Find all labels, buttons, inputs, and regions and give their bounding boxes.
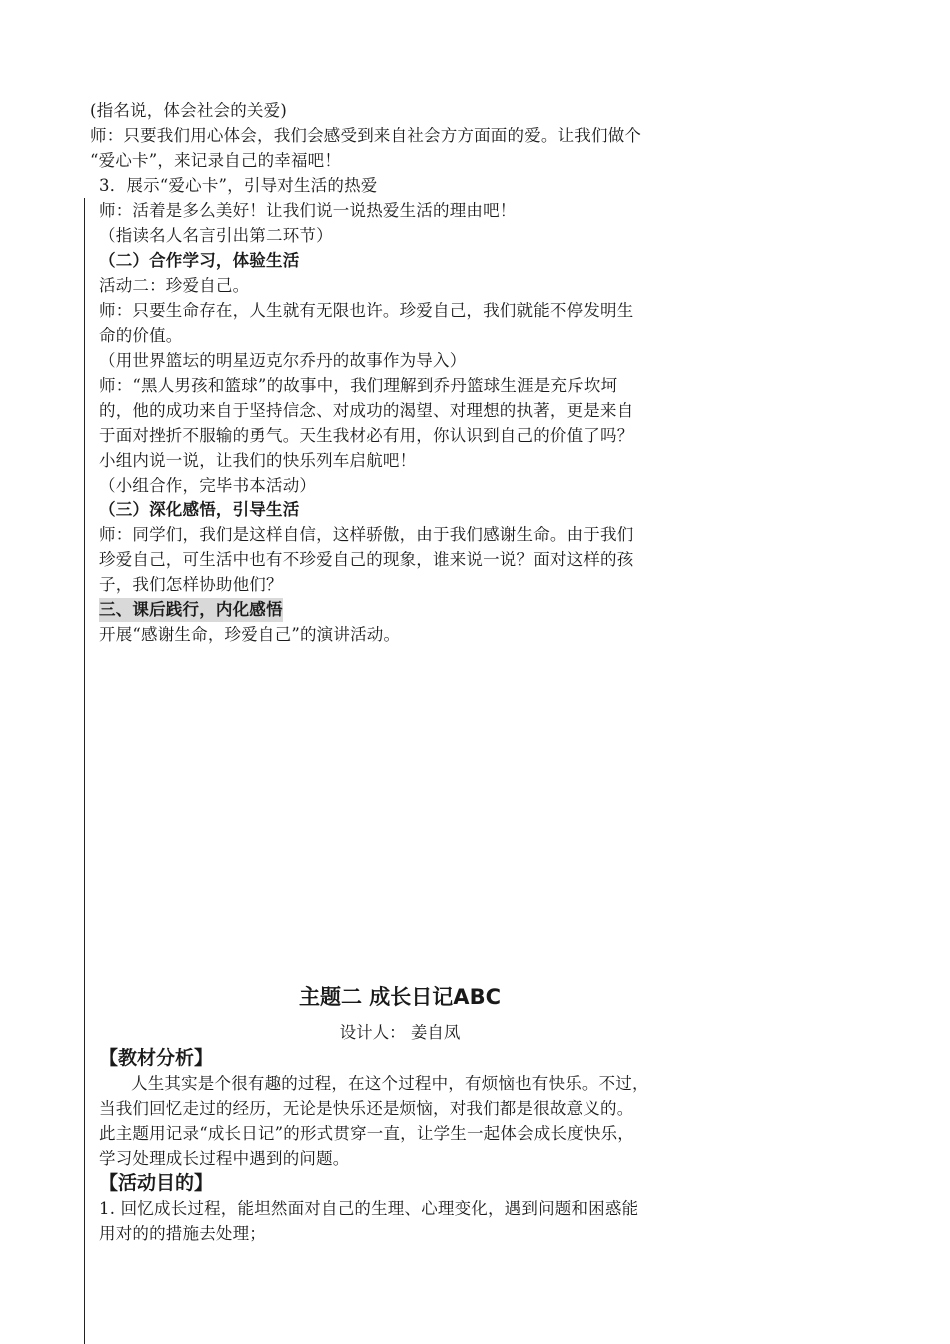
text-line: 3．展示“爱心卡”，引导对生活的热爱 [99, 176, 378, 195]
section-heading-highlighted: 三、课后践行，内化感悟 [99, 598, 283, 622]
text-line: 此主题用记录“成长日记”的形式贯穿一直，让学生一起体会成长度快乐， [99, 1124, 634, 1143]
text-line: 师：“黑人男孩和篮球”的故事中，我们理解到乔丹篮球生涯是充斥坎坷 [99, 376, 618, 395]
text-line: 命的价值。 [99, 326, 183, 345]
text-line: 活动二：珍爱自己。 [99, 276, 250, 295]
text-line: 的，他的成功来自于坚持信念、对成功的渴望、对理想的执著，更是来自 [99, 401, 634, 420]
margin-rule [84, 198, 85, 1344]
text-line: 子，我们怎样协助他们？ [99, 575, 283, 594]
text-line: 用对的的措施去处理； [99, 1224, 266, 1243]
text-line: 师：只要我们用心体会，我们会感受到来自社会方方面面的爱。让我们做个 [90, 126, 642, 145]
text-line: 小组内说一说，让我们的快乐列车启航吧！ [99, 451, 417, 470]
text-line: （用世界篮坛的明星迈克尔乔丹的故事作为导入） [99, 351, 467, 370]
theme-title: 主题二 成长日记ABC [299, 985, 501, 1009]
text-line: 于面对挫折不服输的勇气。天生我材必有用，你认识到自己的价值了吗？ [99, 426, 634, 445]
text-line: 师：同学们，我们是这样自信，这样骄傲，由于我们感谢生命。由于我们 [99, 525, 634, 544]
text-line: 开展“感谢生命，珍爱自己”的演讲活动。 [99, 625, 401, 644]
text-line: 人生其实是个很有趣的过程，在这个过程中，有烦恼也有快乐。不过， [131, 1074, 649, 1093]
text-line: （指读名人名言引出第二环节） [99, 226, 333, 245]
section-heading: （三）深化感悟，引导生活 [99, 500, 300, 519]
analysis-heading: 【教材分析】 [99, 1047, 214, 1069]
text-line: 1. 回忆成长过程，能坦然面对自己的生理、心理变化，遇到问题和困惑能 [99, 1199, 639, 1218]
purpose-heading: 【活动目的】 [99, 1172, 214, 1194]
text-line: 师：只要生命存在，人生就有无限也许。珍爱自己，我们就能不停发明生 [99, 301, 634, 320]
text-line: (指名说，体会社会的关爱) [90, 101, 287, 120]
designer-line: 设计人： 姜自凤 [339, 1023, 461, 1042]
text-line: “爱心卡”，来记录自己的幸福吧！ [90, 151, 342, 170]
text-line: 师：活着是多么美好！让我们说一说热爱生活的理由吧！ [99, 201, 517, 220]
text-line: （小组合作，完毕书本活动） [99, 476, 317, 495]
text-line: 珍爱自己，可生活中也有不珍爱自己的现象，谁来说一说？面对这样的孩 [99, 550, 634, 569]
text-line: 当我们回忆走过的经历，无论是快乐还是烦恼，对我们都是很故意义的。 [99, 1099, 634, 1118]
text-line: 学习处理成长过程中遇到的问题。 [99, 1149, 350, 1168]
section-heading: （二）合作学习，体验生活 [99, 251, 300, 270]
